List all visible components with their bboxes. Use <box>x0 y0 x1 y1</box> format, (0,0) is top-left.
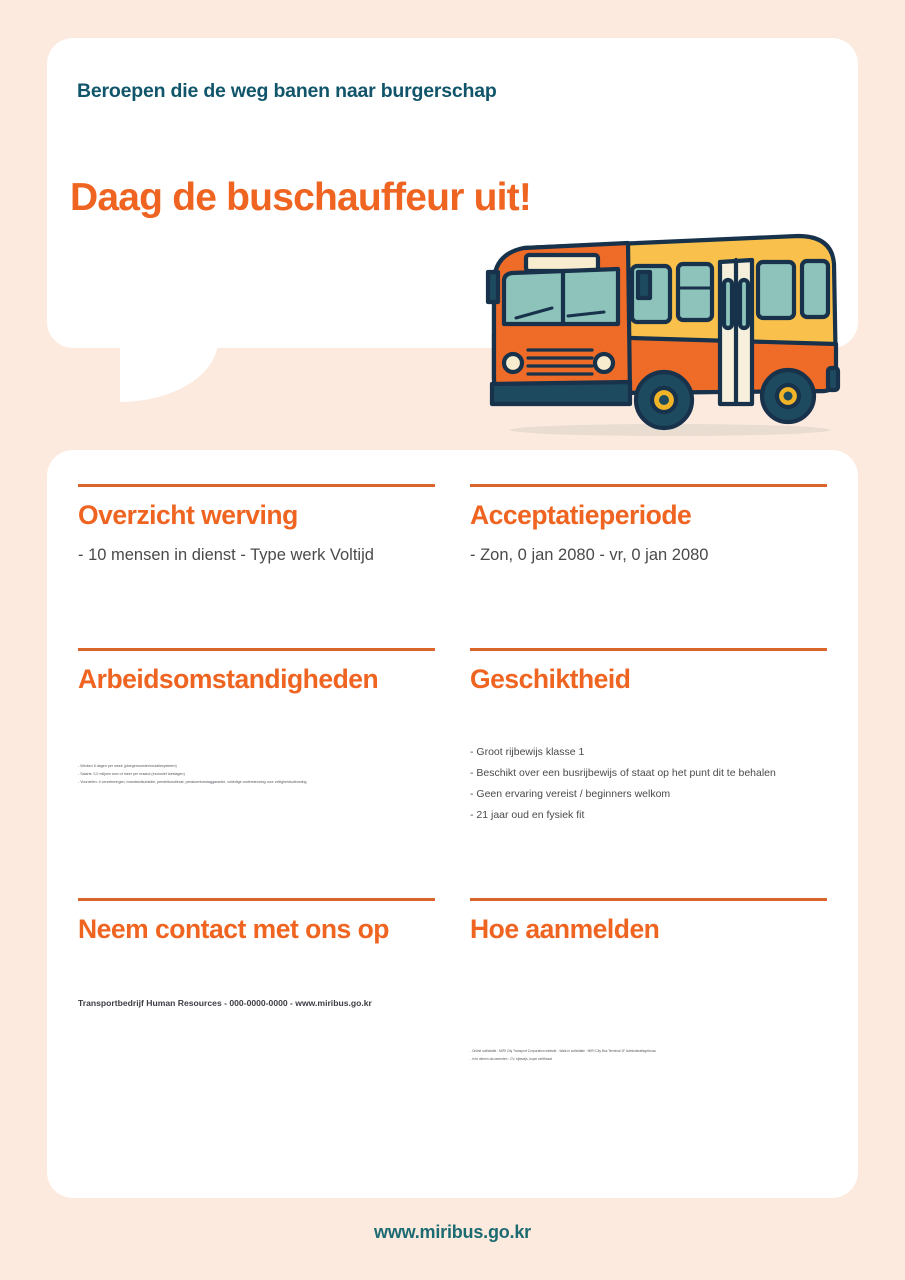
section-divider <box>78 648 435 651</box>
section-divider <box>470 484 827 487</box>
section-title: Hoe aanmelden <box>470 914 660 944</box>
page-title: Daag de buschauffeur uit! <box>70 176 532 219</box>
footer-website-url[interactable]: www.miribus.go.kr <box>374 1222 531 1242</box>
section-arbeidsomstandigheden <box>78 648 435 786</box>
section-body <box>470 742 827 826</box>
section-divider <box>78 484 435 487</box>
section-contact <box>78 898 435 1012</box>
section-body <box>470 1048 827 1063</box>
section-divider <box>470 648 827 651</box>
section-title: Arbeidsomstandigheden <box>78 664 379 694</box>
list-item: - Groot rijbewijs klasse 1 <box>470 746 585 759</box>
list-item: - 21 jaar oud en fysiek fit <box>470 809 585 822</box>
contact-details: Transportbedrijf Human Resources - 000-0000-0000 - www.miribus.go.kr <box>78 998 372 1009</box>
list-item: - Werken 6 dagen per week (ploegenrooster/roulatiesysteem) <box>78 764 177 769</box>
section-title: Neem contact met ons op <box>78 914 389 944</box>
section-divider <box>78 898 435 901</box>
section-geschiktheid <box>470 648 827 826</box>
hero-speech-bubble-tail <box>120 340 218 402</box>
section-overzicht-werving <box>78 484 435 568</box>
city-bus-illustration <box>480 228 852 446</box>
section-hoe-aanmelden <box>470 898 827 1063</box>
hero-eyebrow-text: Beroepen die de weg banen naar burgerschap <box>77 80 497 102</box>
list-item: - Online sollicitatie : MIRI City Transport Corporation website - Walk-in sollicitatie : MIRI City Bus Terminal 1F Administratiegebouw <box>470 1049 656 1054</box>
list-item: - Salaris: 0,0 miljoen won of meer per maand (exclusief toeslagen) <box>78 772 185 777</box>
section-title: Acceptatieperiode <box>470 500 692 530</box>
list-item: - Voordelen: 4 verzekeringen, brandstofsubsidie, pendelbusdienst, pensioentoeslaggarantie, volledige ondersteuning voor veiligheidsuitrusting <box>78 780 307 785</box>
list-item: - in te dienen documenten : CV, rijbewijs, kopie certificaat <box>470 1056 552 1061</box>
section-divider <box>470 898 827 901</box>
list-item: - Beschikt over een busrijbewijs of staat op het punt dit te behalen <box>470 767 776 780</box>
section-title: Geschiktheid <box>470 664 631 694</box>
section-body: - 10 mensen in dienst - Type werk Voltijd <box>78 546 374 565</box>
list-item: - Geen ervaring vereist / beginners welkom <box>470 788 671 801</box>
section-title: Overzicht werving <box>78 500 298 530</box>
section-acceptatieperiode <box>470 484 827 568</box>
section-body <box>78 762 435 786</box>
section-body: - Zon, 0 jan 2080 - vr, 0 jan 2080 <box>470 546 709 565</box>
